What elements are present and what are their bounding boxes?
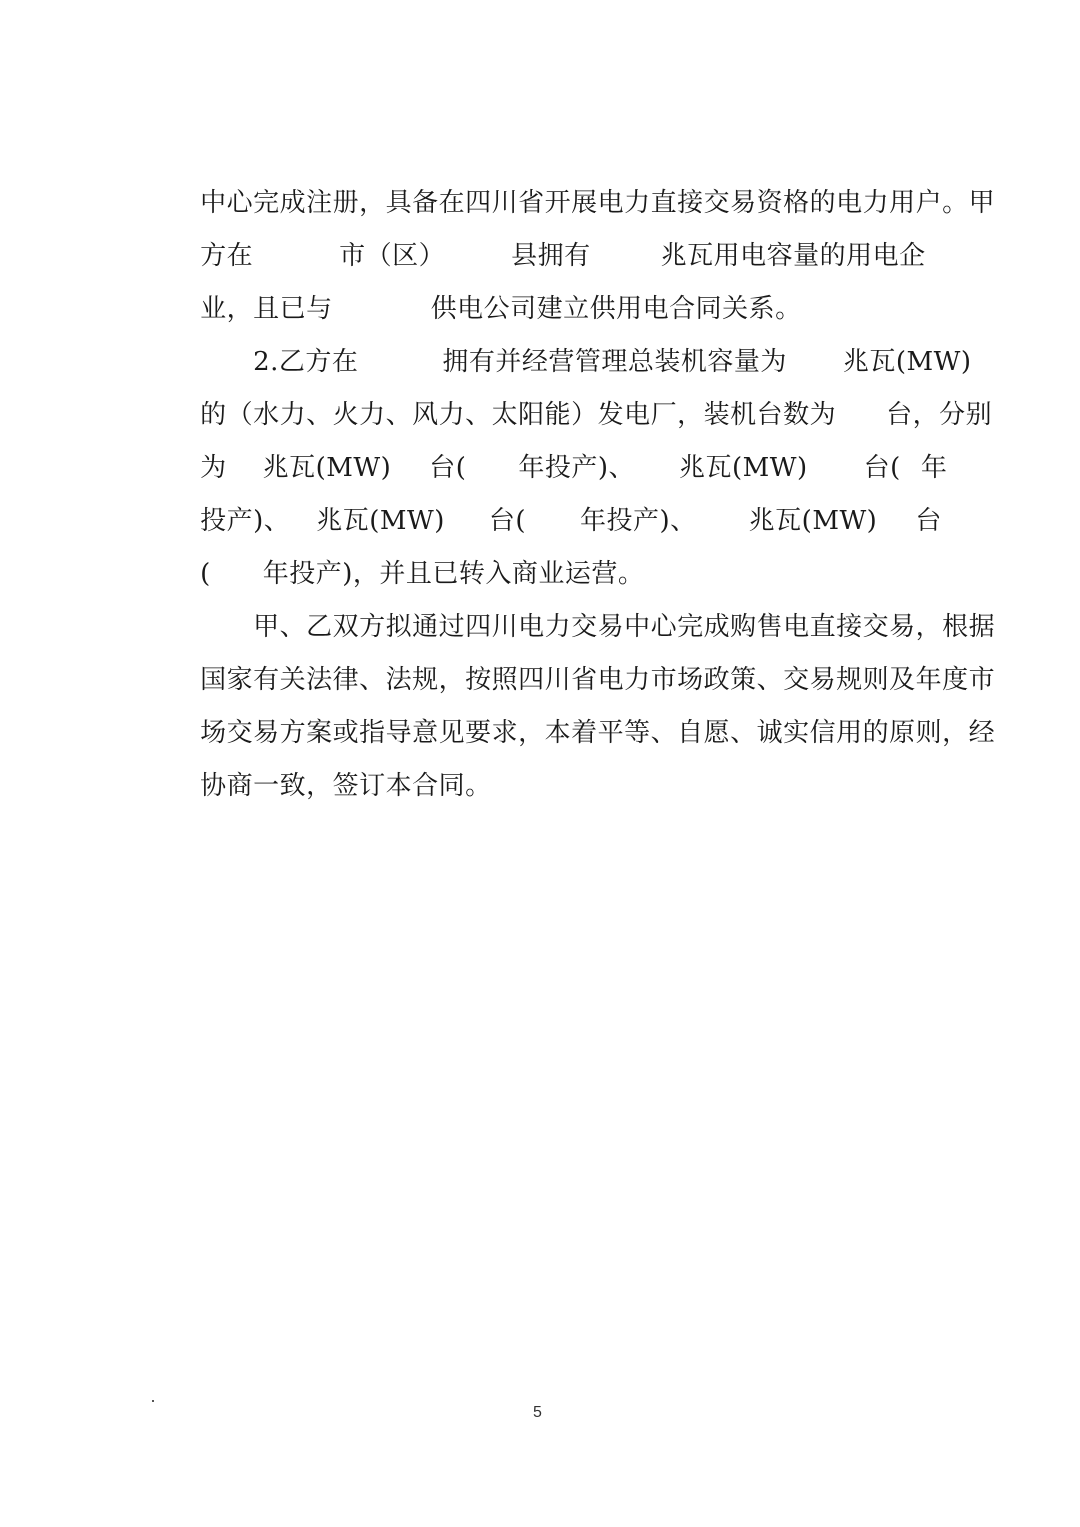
- text-segment: 业，且已与: [200, 294, 333, 324]
- text-line-3: [165, 249, 925, 324]
- text-segment: 为: [200, 453, 227, 483]
- text-line-10: [165, 620, 996, 695]
- text-line-4: [218, 302, 978, 377]
- text-segment: 兆瓦(MW): [316, 506, 445, 536]
- page-number: 5: [533, 1404, 542, 1421]
- text-line-11: [165, 673, 996, 748]
- text-segment: 县拥有: [511, 241, 591, 271]
- text-segment: 国家有关法律、法规，按照四川省电力市场政策、交易规则及年度市: [200, 665, 996, 695]
- text-segment: 年投产)、: [518, 453, 636, 483]
- text-line-2: [165, 196, 926, 271]
- text-segment: 台(: [429, 453, 467, 483]
- text-segment: 场交易方案或指导意见要求，本着平等、自愿、诚实信用的原则，经: [200, 718, 996, 748]
- text-line-7: [165, 461, 942, 536]
- text-segment: 兆瓦用电容量的用电企: [660, 241, 926, 271]
- text-line-6: [165, 408, 948, 483]
- scan-speck: [152, 1400, 154, 1402]
- text-segment: 的（水力、火力、风力、太阳能）发电厂，装机台数为: [200, 400, 837, 430]
- text-segment: 甲、乙双方拟通过四川电力交易中心完成购售电直接交易，根据: [253, 612, 996, 642]
- text-segment: 协商一致，签订本合同。: [200, 771, 492, 801]
- text-segment: 方在: [200, 241, 254, 271]
- text-segment: 年投产)、: [580, 506, 697, 536]
- text-segment: 投产)、: [200, 506, 291, 536]
- text-segment: 拥有并经营管理总装机容量为: [442, 347, 787, 377]
- text-segment: 台: [915, 506, 942, 536]
- text-segment: 兆瓦(MW): [842, 347, 972, 377]
- text-line-9: [218, 567, 996, 642]
- text-segment: 供电公司建立供用电合同关系。: [430, 294, 802, 324]
- text-segment: 市（区）: [339, 241, 446, 271]
- text-segment: 台，分别: [886, 400, 993, 430]
- text-line-12: [165, 726, 925, 801]
- text-segment: 年: [920, 453, 948, 483]
- text-segment: 兆瓦(MW): [748, 506, 878, 536]
- text-segment: 2.乙方在: [253, 347, 359, 377]
- text-segment: 兆瓦(MW): [262, 453, 392, 483]
- text-segment: 兆瓦(MW): [679, 453, 808, 483]
- text-segment: 台(: [863, 453, 901, 483]
- text-segment: (: [200, 559, 211, 589]
- text-segment: 中心完成注册，具备在四川省开展电力直接交易资格的电力用户。甲: [200, 188, 996, 218]
- text-segment: 台(: [488, 506, 527, 536]
- text-segment: 年投产)，并且已转入商业运营。: [262, 559, 645, 589]
- text-line-1: [165, 143, 996, 218]
- text-line-8: [165, 514, 925, 589]
